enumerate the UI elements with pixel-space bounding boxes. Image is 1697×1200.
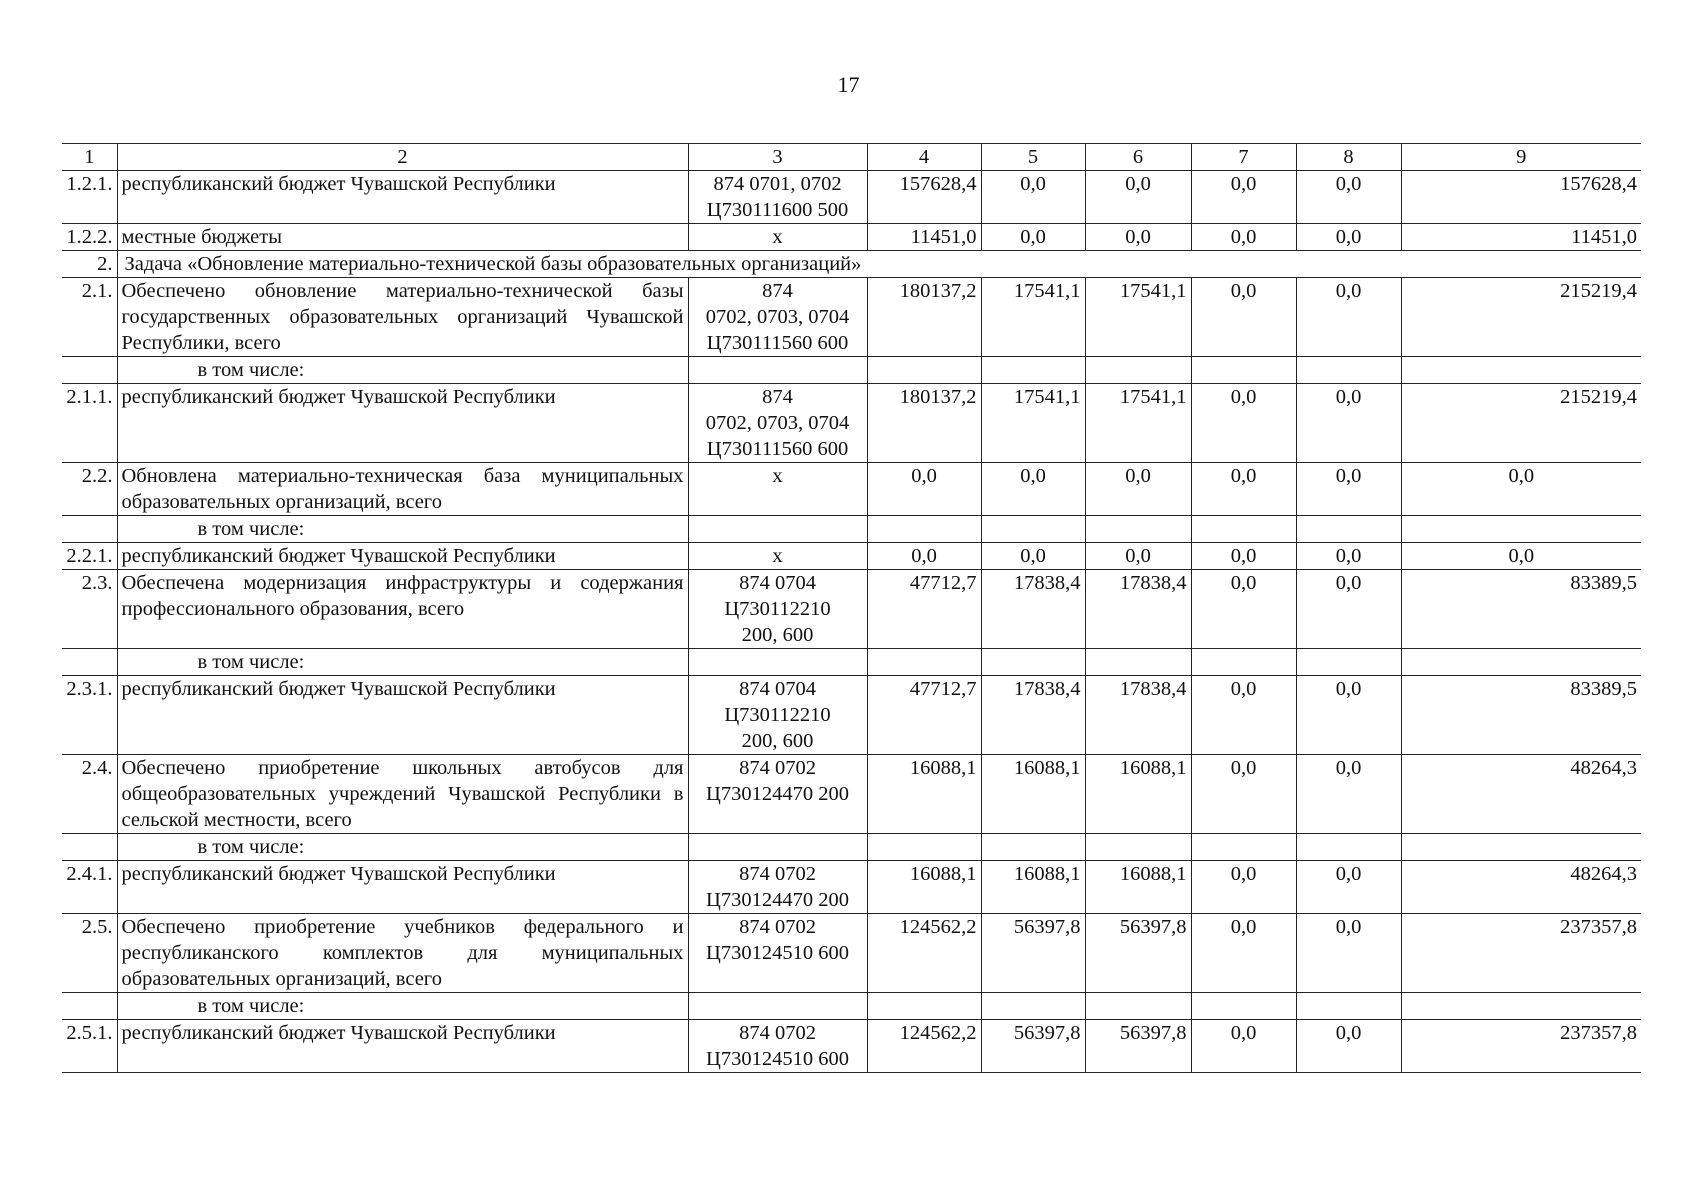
value-cell-col7: 0,0 xyxy=(1191,384,1296,463)
row-number-cell: 2.4.1. xyxy=(62,861,117,914)
budget-code-cell xyxy=(688,357,867,384)
item-name-cell: республиканский бюджет Чувашской Республики xyxy=(117,676,688,755)
total-value-cell: 215219,4 xyxy=(1401,278,1641,357)
item-name-cell: республиканский бюджет Чувашской Республики xyxy=(117,543,688,570)
budget-code-line: 874 0702 xyxy=(739,916,816,938)
value-cell-col6: 17541,1 xyxy=(1085,384,1191,463)
value-cell-col6 xyxy=(1085,649,1191,676)
row-number-cell: 2.1. xyxy=(62,278,117,357)
row-number-cell: 2. xyxy=(62,251,117,278)
budget-code-line: Ц730111600 500 xyxy=(706,199,849,221)
item-name-cell: в том числе: xyxy=(117,993,688,1020)
value-cell-col5: 0,0 xyxy=(981,543,1085,570)
value-cell-col6: 0,0 xyxy=(1085,224,1191,251)
value-cell-col4 xyxy=(867,993,981,1020)
value-cell-col5: 17838,4 xyxy=(981,676,1085,755)
value-cell-col4: 180137,2 xyxy=(867,384,981,463)
value-cell-col5: 16088,1 xyxy=(981,755,1085,834)
value-cell-col4: 157628,4 xyxy=(867,171,981,224)
value-cell-col7: 0,0 xyxy=(1191,543,1296,570)
value-cell-col7: 0,0 xyxy=(1191,224,1296,251)
value-cell-col5: 17541,1 xyxy=(981,384,1085,463)
value-cell-col4: 124562,2 xyxy=(867,914,981,993)
item-name-cell: республиканский бюджет Чувашской Республики xyxy=(117,384,688,463)
row-number-cell: 2.2. xyxy=(62,463,117,516)
total-value-cell: 83389,5 xyxy=(1401,570,1641,649)
subheading-row xyxy=(62,649,1641,676)
item-name-cell: в том числе: xyxy=(117,834,688,861)
value-cell-col4 xyxy=(867,649,981,676)
value-cell-col4: 47712,7 xyxy=(867,676,981,755)
budget-code-cell xyxy=(688,834,867,861)
value-cell-col6 xyxy=(1085,357,1191,384)
budget-code-line: 0702, 0703, 0704 xyxy=(705,412,850,434)
value-cell-col6: 0,0 xyxy=(1085,543,1191,570)
row-number-cell: 2.3.1. xyxy=(62,676,117,755)
table-row xyxy=(62,755,1641,834)
value-cell-col8: 0,0 xyxy=(1296,914,1401,993)
budget-code-line: 874 xyxy=(762,386,793,408)
total-value-cell xyxy=(1401,357,1641,384)
budget-code-cell xyxy=(688,1020,867,1073)
value-cell-col7 xyxy=(1191,516,1296,543)
row-number-cell: 2.2.1. xyxy=(62,543,117,570)
value-cell-col4: 180137,2 xyxy=(867,278,981,357)
budget-code-line: 874 xyxy=(762,280,793,302)
row-number-cell: 1.2.2. xyxy=(62,224,117,251)
row-number-cell: 2.1.1. xyxy=(62,384,117,463)
total-value-cell: 83389,5 xyxy=(1401,676,1641,755)
row-number-cell: 2.5.1. xyxy=(62,1020,117,1073)
value-cell-col7: 0,0 xyxy=(1191,676,1296,755)
total-value-cell: 0,0 xyxy=(1401,543,1641,570)
table-row xyxy=(62,676,1641,755)
value-cell-col7 xyxy=(1191,649,1296,676)
item-name-cell: республиканский бюджет Чувашской Республики xyxy=(117,171,688,224)
value-cell-col7: 0,0 xyxy=(1191,463,1296,516)
value-cell-col6 xyxy=(1085,834,1191,861)
total-value-cell: 237357,8 xyxy=(1401,1020,1641,1073)
page-number: 17 xyxy=(837,72,860,97)
row-number-cell xyxy=(62,834,117,861)
value-cell-col8: 0,0 xyxy=(1296,463,1401,516)
budget-code-line: 874 0704 xyxy=(739,572,816,594)
table-row xyxy=(62,384,1641,463)
row-number-cell: 1.2.1. xyxy=(62,171,117,224)
total-value-cell: 157628,4 xyxy=(1401,171,1641,224)
budget-code-line: Ц730112210 xyxy=(724,704,831,726)
item-name-cell: местные бюджеты xyxy=(117,224,688,251)
column-header: 5 xyxy=(981,144,1085,171)
subheading-row xyxy=(62,516,1641,543)
value-cell-col8 xyxy=(1296,649,1401,676)
subheading-row xyxy=(62,357,1641,384)
item-name-cell: в том числе: xyxy=(117,649,688,676)
budget-code-line: х xyxy=(772,226,783,248)
table-row xyxy=(62,278,1641,357)
budget-code-cell xyxy=(688,384,867,463)
table-row xyxy=(62,861,1641,914)
budget-code-cell xyxy=(688,543,867,570)
column-header: 4 xyxy=(867,144,981,171)
value-cell-col6: 56397,8 xyxy=(1085,914,1191,993)
task-title-cell: Задача «Обновление материально-технической базы образовательных организаций» xyxy=(117,251,1641,278)
value-cell-col8: 0,0 xyxy=(1296,224,1401,251)
value-cell-col5: 17838,4 xyxy=(981,570,1085,649)
value-cell-col6 xyxy=(1085,993,1191,1020)
value-cell-col8: 0,0 xyxy=(1296,543,1401,570)
value-cell-col8: 0,0 xyxy=(1296,384,1401,463)
table-row xyxy=(62,570,1641,649)
value-cell-col7 xyxy=(1191,993,1296,1020)
column-header: 3 xyxy=(688,144,867,171)
budget-code-line: х xyxy=(772,465,783,487)
total-value-cell xyxy=(1401,834,1641,861)
table-row xyxy=(62,171,1641,224)
budget-code-line: 874 0701, 0702 xyxy=(713,173,842,195)
value-cell-col5: 0,0 xyxy=(981,463,1085,516)
value-cell-col4: 0,0 xyxy=(867,463,981,516)
budget-code-line: 874 0702 xyxy=(739,863,816,885)
value-cell-col4: 47712,7 xyxy=(867,570,981,649)
budget-code-cell xyxy=(688,755,867,834)
value-cell-col7: 0,0 xyxy=(1191,171,1296,224)
total-value-cell xyxy=(1401,516,1641,543)
budget-code-line: Ц730111560 600 xyxy=(706,332,849,354)
budget-code-line: 874 0702 xyxy=(739,757,816,779)
budget-code-line: 0702, 0703, 0704 xyxy=(705,306,850,328)
value-cell-col8: 0,0 xyxy=(1296,755,1401,834)
item-name-cell: республиканский бюджет Чувашской Республики xyxy=(117,861,688,914)
budget-code-line: Ц730124510 600 xyxy=(706,1048,849,1070)
value-cell-col7: 0,0 xyxy=(1191,861,1296,914)
total-value-cell: 48264,3 xyxy=(1401,755,1641,834)
item-name-cell: Обеспечено обновление материально-технической базы государственных образовательных организаций Чувашской Республики, всего xyxy=(117,278,688,357)
value-cell-col4 xyxy=(867,834,981,861)
table-row xyxy=(62,224,1641,251)
budget-code-line: 200, 600 xyxy=(741,730,814,752)
value-cell-col4: 124562,2 xyxy=(867,1020,981,1073)
value-cell-col8: 0,0 xyxy=(1296,676,1401,755)
value-cell-col8 xyxy=(1296,993,1401,1020)
budget-code-cell xyxy=(688,224,867,251)
item-name-cell: Обеспечена модернизация инфраструктуры и содержания профессионального образования, всего xyxy=(117,570,688,649)
value-cell-col5 xyxy=(981,834,1085,861)
total-value-cell: 215219,4 xyxy=(1401,384,1641,463)
budget-code-line: 200, 600 xyxy=(741,624,814,646)
task-row xyxy=(62,251,1641,278)
value-cell-col6: 16088,1 xyxy=(1085,755,1191,834)
item-name-cell: в том числе: xyxy=(117,516,688,543)
budget-code-line: Ц730111560 600 xyxy=(706,438,849,460)
value-cell-col5: 56397,8 xyxy=(981,914,1085,993)
value-cell-col5: 16088,1 xyxy=(981,861,1085,914)
value-cell-col6: 17541,1 xyxy=(1085,278,1191,357)
item-name-cell: Обновлена материально-техническая база муниципальных образовательных организаций, всего xyxy=(117,463,688,516)
value-cell-col6 xyxy=(1085,516,1191,543)
value-cell-col5 xyxy=(981,993,1085,1020)
table-row xyxy=(62,543,1641,570)
value-cell-col7: 0,0 xyxy=(1191,1020,1296,1073)
value-cell-col4: 16088,1 xyxy=(867,755,981,834)
total-value-cell xyxy=(1401,993,1641,1020)
table-row xyxy=(62,1020,1641,1073)
total-value-cell: 237357,8 xyxy=(1401,914,1641,993)
row-number-cell xyxy=(62,649,117,676)
row-number-cell xyxy=(62,357,117,384)
budget-code-cell xyxy=(688,171,867,224)
value-cell-col8: 0,0 xyxy=(1296,278,1401,357)
value-cell-col5 xyxy=(981,516,1085,543)
value-cell-col8: 0,0 xyxy=(1296,861,1401,914)
column-header: 6 xyxy=(1085,144,1191,171)
value-cell-col8: 0,0 xyxy=(1296,570,1401,649)
row-number-cell: 2.3. xyxy=(62,570,117,649)
budget-code-line: 874 0704 xyxy=(739,678,816,700)
total-value-cell: 0,0 xyxy=(1401,463,1641,516)
row-number-cell: 2.5. xyxy=(62,914,117,993)
budget-code-line: Ц730124510 600 xyxy=(706,942,849,964)
value-cell-col5: 0,0 xyxy=(981,224,1085,251)
value-cell-col7 xyxy=(1191,834,1296,861)
value-cell-col5: 0,0 xyxy=(981,171,1085,224)
budget-code-cell xyxy=(688,861,867,914)
table-row xyxy=(62,463,1641,516)
value-cell-col8: 0,0 xyxy=(1296,171,1401,224)
value-cell-col7: 0,0 xyxy=(1191,570,1296,649)
budget-code-line: Ц730112210 xyxy=(724,598,831,620)
value-cell-col6: 16088,1 xyxy=(1085,861,1191,914)
budget-code-line: х xyxy=(772,545,783,567)
row-number-cell xyxy=(62,516,117,543)
value-cell-col4: 16088,1 xyxy=(867,861,981,914)
budget-code-cell xyxy=(688,516,867,543)
value-cell-col6: 56397,8 xyxy=(1085,1020,1191,1073)
column-header: 8 xyxy=(1296,144,1401,171)
budget-code-cell xyxy=(688,676,867,755)
value-cell-col5 xyxy=(981,649,1085,676)
budget-code-cell xyxy=(688,278,867,357)
total-value-cell xyxy=(1401,649,1641,676)
value-cell-col4 xyxy=(867,357,981,384)
value-cell-col8 xyxy=(1296,834,1401,861)
item-name-cell: Обеспечено приобретение учебников федерального и республиканского комплектов для муниципальных образовательных организаций, всего xyxy=(117,914,688,993)
budget-code-cell xyxy=(688,463,867,516)
column-header: 1 xyxy=(62,144,117,171)
value-cell-col6: 17838,4 xyxy=(1085,570,1191,649)
value-cell-col7 xyxy=(1191,357,1296,384)
budget-code-cell xyxy=(688,993,867,1020)
column-header: 9 xyxy=(1401,144,1641,171)
value-cell-col8: 0,0 xyxy=(1296,1020,1401,1073)
value-cell-col4: 0,0 xyxy=(867,543,981,570)
column-header: 2 xyxy=(117,144,688,171)
item-name-cell: в том числе: xyxy=(117,357,688,384)
value-cell-col5: 17541,1 xyxy=(981,278,1085,357)
table-row xyxy=(62,914,1641,993)
budget-table xyxy=(62,143,1641,1073)
value-cell-col7: 0,0 xyxy=(1191,914,1296,993)
budget-code-cell xyxy=(688,914,867,993)
item-name-cell: республиканский бюджет Чувашской Республики xyxy=(117,1020,688,1073)
value-cell-col8 xyxy=(1296,516,1401,543)
value-cell-col6: 0,0 xyxy=(1085,171,1191,224)
value-cell-col4: 11451,0 xyxy=(867,224,981,251)
header-row xyxy=(62,144,1641,171)
value-cell-col5 xyxy=(981,357,1085,384)
value-cell-col5: 56397,8 xyxy=(981,1020,1085,1073)
total-value-cell: 11451,0 xyxy=(1401,224,1641,251)
column-header: 7 xyxy=(1191,144,1296,171)
row-number-cell xyxy=(62,993,117,1020)
budget-code-cell xyxy=(688,649,867,676)
value-cell-col6: 17838,4 xyxy=(1085,676,1191,755)
table-body xyxy=(62,144,1641,1073)
value-cell-col7: 0,0 xyxy=(1191,278,1296,357)
budget-code-cell xyxy=(688,570,867,649)
subheading-row xyxy=(62,993,1641,1020)
total-value-cell: 48264,3 xyxy=(1401,861,1641,914)
subheading-row xyxy=(62,834,1641,861)
value-cell-col8 xyxy=(1296,357,1401,384)
budget-code-line: 874 0702 xyxy=(739,1022,816,1044)
budget-code-line: Ц730124470 200 xyxy=(706,889,849,911)
row-number-cell: 2.4. xyxy=(62,755,117,834)
value-cell-col7: 0,0 xyxy=(1191,755,1296,834)
value-cell-col6: 0,0 xyxy=(1085,463,1191,516)
value-cell-col4 xyxy=(867,516,981,543)
item-name-cell: Обеспечено приобретение школьных автобусов для общеобразовательных учреждений Чувашской Республики в сельской местности, всего xyxy=(117,755,688,834)
budget-code-line: Ц730124470 200 xyxy=(706,783,849,805)
